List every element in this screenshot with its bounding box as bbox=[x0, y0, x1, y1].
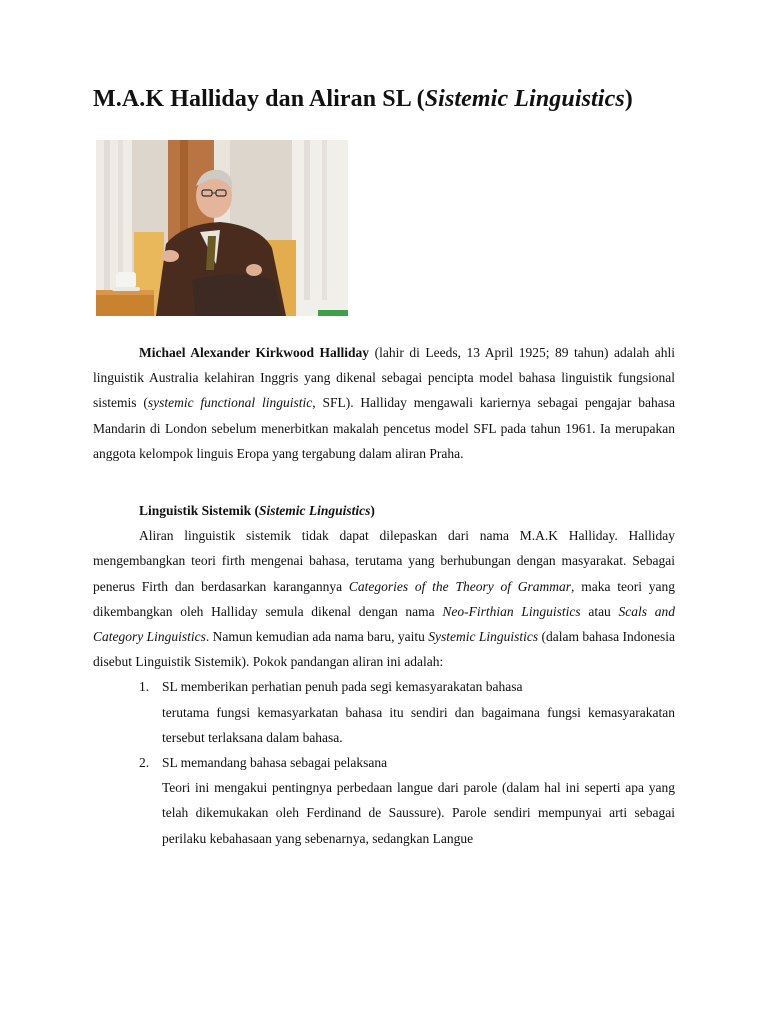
paragraph-text: , maka teori yang dikembangkan oleh Halliday semula dikenal dengan nama bbox=[93, 578, 676, 619]
paragraph-text: atau bbox=[580, 603, 619, 619]
title-prefix: M.A.K Halliday dan Aliran SL ( bbox=[93, 86, 425, 112]
section-heading-italic: Sistemic Linguistics bbox=[259, 503, 371, 519]
section-heading bbox=[93, 498, 675, 523]
italic-term: Categories of the Theory of Grammar bbox=[348, 578, 572, 594]
section-heading-suffix: ) bbox=[370, 503, 375, 519]
paragraph-text: , SFL). Halliday mengawali kariernya sebagai pengajar bahasa Mandarin di London sebelum menerbitkan makalah pencetus model SFL pada tahun 1961. Ia merupakan anggota kelompok linguis Eropa yang tergabung dalam aliran Praha. bbox=[93, 395, 675, 461]
portrait-illustration bbox=[96, 140, 348, 316]
italic-term: systemic functional linguistic bbox=[147, 395, 313, 411]
list-item bbox=[93, 750, 675, 851]
list-item bbox=[93, 674, 675, 750]
paragraph-spacer bbox=[93, 466, 675, 492]
italic-term: Systemic Linguistics bbox=[428, 629, 539, 645]
list-item-body: terutama fungsi kemasyarkatan bahasa itu sendiri dan bagaimana fungsi kemasyarakatan tersebut terlaksana dalam bahasa. bbox=[162, 704, 675, 745]
list-item-body: Teori ini mengakui pentingnya perbedaan langue dari parole (dalam hal ini seperti apa yang telah dikemukakan oleh Ferdinand de Saussure). Parole sendiri mempunyai arti sebagai perilaku kebahasaan yang sebenarnya, sedangkan Langue bbox=[162, 780, 675, 846]
paragraph-biography bbox=[93, 340, 675, 466]
list-item-heading: SL memandang bahasa sebagai pelaksana bbox=[162, 755, 388, 771]
italic-term: Scals and Category Linguistics bbox=[93, 603, 675, 645]
paragraph-text: (lahir di Leeds, 13 April 1925; 89 tahun) adalah ahli linguistik Australia kelahiran Inggris yang dikenal sebagai pencipta model bahasa linguistik fungsional sistemis ( bbox=[93, 345, 675, 411]
paragraph-text: (dalam bahasa Indonesia disebut Linguistik Sistemik). Pokok pandangan aliran ini adalah: bbox=[93, 629, 675, 670]
list-item-number: 2. bbox=[139, 755, 150, 771]
section-heading-prefix: Linguistik Sistemik ( bbox=[139, 503, 260, 519]
page-title bbox=[93, 86, 633, 113]
principles-list bbox=[93, 674, 675, 850]
paragraph-text: Aliran linguistik sistemik tidak dapat dilepaskan dari nama M.A.K Halliday. Halliday mengembangkan teori firth mengenai bahasa, terutama yang berhubungan dengan masyarakat. Sebagai penerus Firth dan berdasarkan karangannya bbox=[93, 528, 675, 594]
portrait-photo bbox=[96, 140, 348, 316]
title-italic: Sistemic Linguistics bbox=[424, 86, 625, 112]
italic-term: Neo-Firthian Linguistics bbox=[442, 603, 581, 619]
document-body bbox=[93, 340, 675, 851]
paragraph-sistemik bbox=[93, 523, 675, 674]
list-item-heading: SL memberikan perhatian penuh pada segi kemasyarakatan bahasa bbox=[162, 679, 523, 695]
list-item-number: 1. bbox=[139, 679, 150, 695]
paragraph-text: . Namun kemudian ada nama baru, yaitu bbox=[205, 629, 429, 645]
title-suffix: ) bbox=[624, 86, 633, 112]
person-name: Michael Alexander Kirkwood Halliday bbox=[139, 345, 370, 360]
